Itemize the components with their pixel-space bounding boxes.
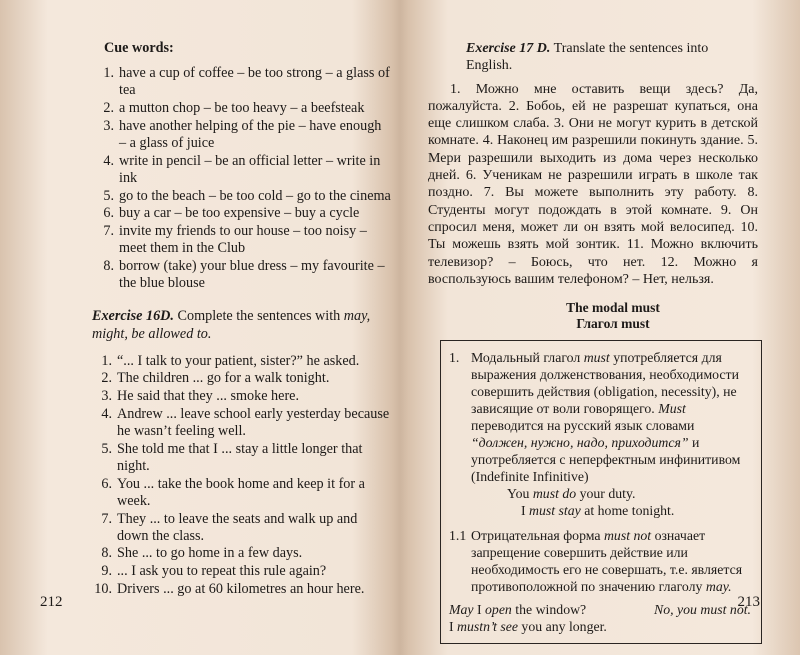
list-item: 7. invite my friends to our house – too noisy – meet them in the Club bbox=[103, 223, 367, 257]
sub-rule-item: 1.1 Отрицательная форма must not означает запрещение совершить действие или необходимость его не совершать, т.е. является противоположной по значению глаголу may. bbox=[449, 528, 743, 595]
right-page bbox=[400, 0, 800, 655]
list-item: 5. She told me that I ... stay a little longer that night. bbox=[101, 440, 363, 474]
list-item: 8. borrow (take) your blue dress – my favourite – the blue blouse bbox=[103, 257, 385, 292]
exercise-17d-heading: Exercise 17 D. Translate the sentences into English. bbox=[466, 41, 709, 74]
list-item: 6. You ... take the book home and keep it for a week. bbox=[101, 475, 365, 509]
example-dialogue: May I open the window? No, you must not. bbox=[449, 602, 751, 618]
exercise-16d-title: Exercise 16D. bbox=[92, 308, 174, 325]
list-item: 3. have another helping of the pie – have enough – a glass of juice bbox=[103, 117, 382, 152]
list-item: 7. They ... to leave the seats and walk up and down the class. bbox=[101, 510, 358, 544]
list-item: 4. Andrew ... leave school early yesterday because he wasn’t feeling well. bbox=[101, 405, 390, 440]
section-title: The modal must bbox=[566, 300, 660, 316]
list-item: 4. write in pencil – be an official letter – write in ink bbox=[103, 152, 381, 186]
list-item: 1. have a cup of coffee – be too strong – a glass of tea bbox=[103, 65, 390, 99]
exercise-16d-list bbox=[88, 353, 392, 598]
page-number-left: 212 bbox=[40, 594, 63, 610]
exercise-17d-title: Exercise 17 D. bbox=[466, 41, 551, 56]
example-sentence: I must stay at home tonight. bbox=[521, 503, 675, 519]
list-item: 1. “... I talk to your patient, sister?” he asked. bbox=[101, 352, 360, 369]
exercise-16d-heading: Exercise 16D. Complete the sentences with may, might, be allowed to. bbox=[92, 308, 371, 342]
example-sentence: You must do your duty. bbox=[507, 486, 636, 502]
list-item: 3. He said that they ... smoke here. bbox=[101, 388, 300, 405]
page-number-right: 213 bbox=[737, 594, 760, 610]
cue-words-list bbox=[92, 65, 392, 292]
list-item: 10. Drivers ... go at 60 kilometres an hour here. bbox=[94, 580, 365, 597]
cue-words-heading: Cue words: bbox=[104, 40, 174, 56]
list-item: 5. go to the beach – be too cold – go to the cinema bbox=[103, 187, 391, 204]
list-item: 6. buy a car – be too expensive – buy a cycle bbox=[103, 205, 360, 222]
rule-text: Модальный глагол must употребляется для выражения долженствования, необходимости совершить действия (obligation, necessity), не зависящие от воли говорящего. Must переводится на русский язык словами “должен, нужно, надо, приходится” и употребляется с неперфектным инфинитивом (Indefinite Infinitive) bbox=[471, 350, 741, 485]
list-item: 2. The children ... go for a walk tonight. bbox=[101, 370, 330, 387]
rule-item: 1. Модальный глагол must употребляется для выражения долженствования, необходимости совершить действия (obligation, necessity), не зависящие от воли говорящего. Must переводится на русский язык словами “должен, нужно, надо, приходится” и употребляется с неперфектным инфинитивом (Indefinite Infinitive) bbox=[449, 349, 751, 485]
list-item: 2. a mutton chop – be too heavy – a beefsteak bbox=[103, 100, 365, 117]
section-title-ru: Глагол must bbox=[576, 316, 650, 332]
list-item: 8. She ... to go home in a few days. bbox=[101, 545, 303, 562]
list-item: 9. ... I ask you to repeat this rule again? bbox=[101, 563, 327, 580]
rule-box bbox=[440, 340, 762, 644]
exercise-17d-body: 1. Можно мне оставить вещи здесь? Да, пожалуйста. 2. Бобоь, ей не разрешат купаться, она еще слишком слаба. 3. Они не могут курить в детской комнате. 4. Наконец им разрешили покинуть здание. 5. Мери разрешили выходить из дома через несколько дней. 6. Ученикам не разрешили играть в школе так поздно. 7. Вы можете выполнить эту работу. 8. Студенты могут подождать в этой комнате. 9. Он спросил меня, может ли он взять мой велосипед. 10. Ты можешь взять мой зонтик. 11. Можно включить телевизор? – Боюсь, что нет. 12. Можно я воспользуюсь вашим телефоном? – Нет, нельзя. bbox=[428, 81, 758, 287]
example-sentence: I mustn’t see you any longer. bbox=[449, 619, 607, 635]
